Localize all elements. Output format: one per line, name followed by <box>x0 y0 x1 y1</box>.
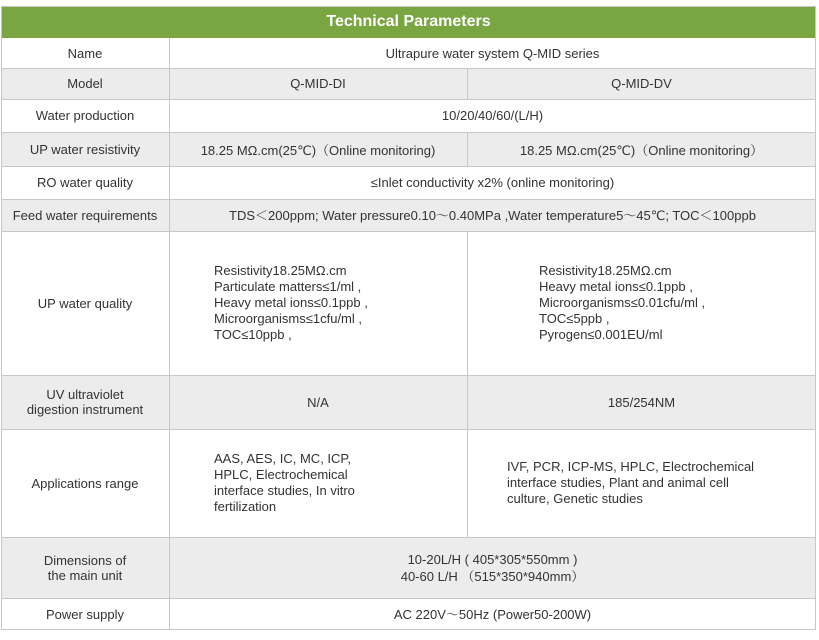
up-resistivity-di: 18.25 MΩ.cm(25℃)（Online monitoring) <box>200 142 436 158</box>
up-resistivity-dv: 18.25 MΩ.cm(25℃)（Online monitoring） <box>519 142 764 158</box>
row-label-uv: UV ultraviolet digestion instrument <box>26 387 144 417</box>
row-value-ro-quality: ≤Inlet conductivity x2% (online monitoring) <box>370 175 615 190</box>
row-value-power: AC 220V～50Hz (Power50-200W) <box>393 606 592 622</box>
row-label-water-production: Water production <box>35 108 135 123</box>
row-label-ro-quality: RO water quality <box>36 175 134 190</box>
row-value-name: Ultrapure water system Q-MID series <box>385 45 600 61</box>
uv-dv: 185/254NM <box>607 394 676 410</box>
column-divider-resistivity <box>467 132 468 166</box>
row-divider <box>1 99 816 100</box>
table-row-ro-quality <box>1 166 816 199</box>
row-value-feed-water: TDS＜200ppm; Water pressure0.10～0.40MPa ,Water temperature5～45℃; TOC＜100ppb <box>229 207 756 223</box>
table-row-model <box>1 68 816 99</box>
column-divider-model <box>467 68 468 99</box>
row-label-up-quality: UP water quality <box>37 295 133 311</box>
table-title: Technical Parameters <box>1 6 816 38</box>
row-divider <box>1 199 816 200</box>
table-row-water-production <box>1 99 816 132</box>
table-row-up-resistivity <box>1 132 816 166</box>
table-row-feed-water <box>1 199 816 231</box>
up-quality-dv: Resistivity18.25MΩ.cm Heavy metal ions≤0.1ppb , Microorganisms≤0.01cfu/ml , TOC≤5ppb , Pyrogen≤0.001EU/ml <box>539 263 706 342</box>
row-divider <box>1 598 816 599</box>
table-row-name <box>1 38 816 68</box>
row-value-water-production: 10/20/40/60/(L/H) <box>441 108 544 123</box>
up-quality-di: Resistivity18.25MΩ.cm Particulate matters≤1/ml , Heavy metal ions≤0.1ppb , Microorganisms≤1cfu/ml , TOC≤10ppb , <box>214 263 368 342</box>
model-dv: Q-MID-DV <box>611 76 672 91</box>
uv-di: N/A <box>307 394 329 410</box>
table-row-up-quality <box>1 231 816 375</box>
model-di: Q-MID-DI <box>290 76 346 91</box>
row-label-model: Model <box>67 76 103 91</box>
table-row-power <box>1 598 816 630</box>
table-row-dimensions <box>1 537 816 598</box>
row-divider <box>1 537 816 538</box>
row-label-applications: Applications range <box>31 475 139 491</box>
row-divider <box>1 375 816 376</box>
applications-di: AAS, AES, IC, MC, ICP, HPLC, Electrochemical interface studies, In vitro fertilization <box>214 451 355 514</box>
applications-dv: IVF, PCR, ICP-MS, HPLC, Electrochemical interface studies, Plant and animal cell culture, Genetic studies <box>507 459 755 506</box>
row-divider <box>1 166 816 167</box>
row-divider <box>1 68 816 69</box>
row-divider <box>1 429 816 430</box>
table-row-applications <box>1 429 816 537</box>
table-row-uv <box>1 375 816 429</box>
row-divider <box>1 132 816 133</box>
column-divider-label <box>169 38 170 630</box>
row-divider <box>1 231 816 232</box>
row-label-name: Name <box>67 45 103 61</box>
row-label-feed-water: Feed water requirements <box>12 207 158 223</box>
row-label-up-resistivity: UP water resistivity <box>29 141 141 157</box>
row-label-power: Power supply <box>45 606 125 622</box>
row-value-dimensions: 10-20L/H ( 405*305*550mm ) 40-60 L/H （515*350*940mm） <box>400 551 585 584</box>
row-label-dimensions: Dimensions of the main unit <box>43 552 127 583</box>
column-divider-quality <box>467 231 468 537</box>
